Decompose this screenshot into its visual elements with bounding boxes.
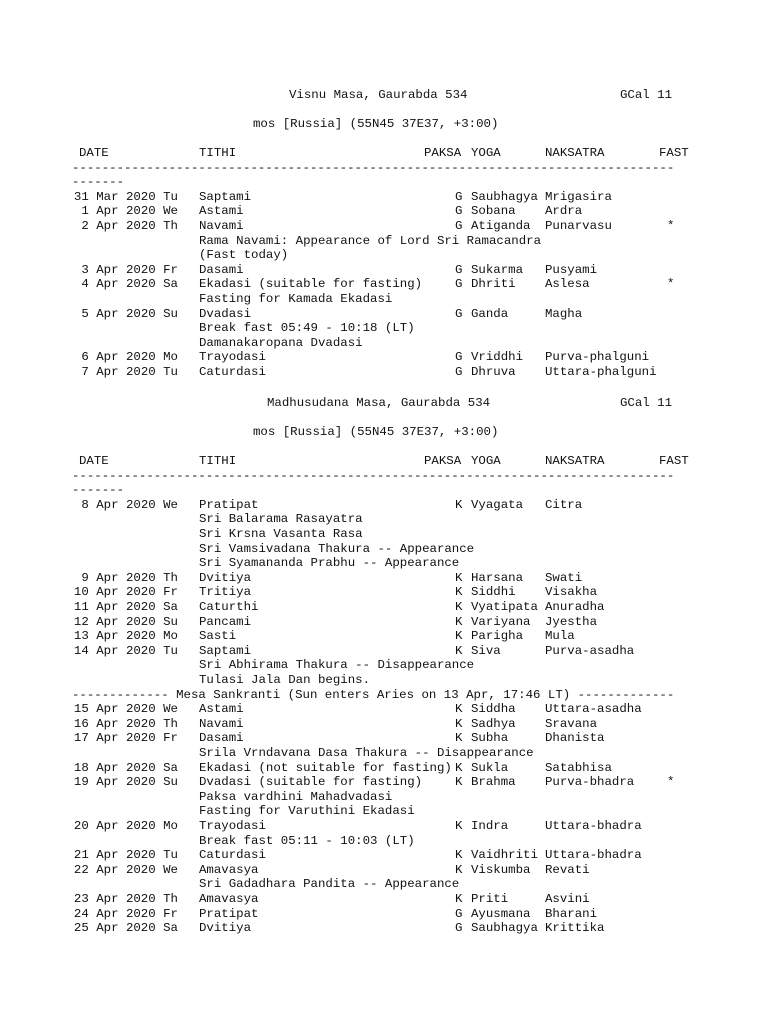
row-naksatra: Ardra	[545, 204, 583, 219]
row-paksa: G	[455, 306, 463, 321]
row-naksatra: Purva-phalguni	[545, 350, 650, 365]
row-paksa: K	[455, 862, 463, 877]
row-naksatra: Pusyami	[545, 262, 598, 277]
festival-note	[0, 556, 768, 571]
note-text: Rama Navami: Appearance of Lord Sri Ramacandra	[199, 233, 542, 248]
row-naksatra: Asvini	[545, 891, 590, 906]
row-naksatra: Krittika	[545, 921, 605, 936]
divider-line	[0, 161, 768, 176]
row-paksa: K	[455, 629, 463, 644]
header-fast: FAST	[659, 145, 689, 160]
header-yoga: YOGA	[471, 453, 501, 468]
row-tithi: Saptami	[199, 189, 252, 204]
header-fast: FAST	[659, 453, 689, 468]
row-tithi: Caturthi	[199, 599, 259, 614]
row-tithi: Ekadasi (not suitable for fasting)	[199, 760, 452, 775]
row-naksatra: Visakha	[545, 585, 598, 600]
row-paksa: G	[455, 262, 463, 277]
header-naksatra: NAKSATRA	[545, 145, 605, 160]
row-date: 14 Apr 2020 Tu	[73, 643, 178, 658]
table-row	[0, 863, 768, 878]
row-date: 16 Apr 2020 Th	[73, 716, 178, 731]
row-yoga: Variyana	[471, 614, 531, 629]
table-row	[0, 644, 768, 659]
row-paksa: K	[455, 643, 463, 658]
table-row	[0, 600, 768, 615]
note-text: Sri Abhirama Thakura -- Disappearance	[199, 658, 475, 673]
row-naksatra: Uttara-phalguni	[545, 364, 657, 379]
note-text: Sri Gadadhara Pandita -- Appearance	[199, 877, 460, 892]
festival-note	[0, 790, 768, 805]
row-date: 11 Apr 2020 Sa	[73, 599, 178, 614]
festival-note	[0, 292, 768, 307]
row-paksa: K	[455, 731, 463, 746]
table-row	[0, 892, 768, 907]
table-row	[0, 629, 768, 644]
row-date: 1 Apr 2020 We	[81, 204, 178, 219]
row-tithi: Amavasya	[199, 891, 259, 906]
table-row	[0, 350, 768, 365]
festival-note	[0, 804, 768, 819]
row-yoga: Vyagata	[471, 497, 524, 512]
location: mos [Russia] (55N45 37E37, +3:00)	[253, 424, 499, 439]
row-paksa: K	[455, 702, 463, 717]
festival-note	[0, 658, 768, 673]
table-row	[0, 277, 768, 292]
note-text: Fasting for Varuthini Ekadasi	[199, 804, 415, 819]
divider-line	[0, 469, 768, 484]
note-text: Sri Syamananda Prabhu -- Appearance	[199, 556, 460, 571]
row-paksa: G	[455, 350, 463, 365]
table-row	[0, 775, 768, 790]
row-paksa: K	[455, 818, 463, 833]
row-paksa: K	[455, 716, 463, 731]
row-tithi: Dasami	[199, 262, 244, 277]
note-text: Break fast 05:11 - 10:03 (LT)	[199, 833, 415, 848]
row-tithi: Dvadasi	[199, 306, 252, 321]
festival-note	[0, 673, 768, 688]
divider-line	[0, 175, 768, 190]
row-tithi: Trayodasi	[199, 818, 266, 833]
table-row	[0, 819, 768, 834]
note-text: Break fast 05:49 - 10:18 (LT)	[199, 321, 415, 336]
fast-marker: *	[667, 277, 675, 292]
row-paksa: G	[455, 277, 463, 292]
divider-line	[0, 483, 768, 498]
row-paksa: K	[455, 570, 463, 585]
row-paksa: G	[455, 906, 463, 921]
row-paksa: K	[455, 497, 463, 512]
note-text: Sri Krsna Vasanta Rasa	[199, 526, 363, 541]
row-date: 9 Apr 2020 Th	[81, 570, 178, 585]
row-paksa: K	[455, 848, 463, 863]
row-yoga: Saubhagya	[471, 921, 538, 936]
row-date: 3 Apr 2020 Fr	[81, 262, 178, 277]
row-naksatra: Magha	[545, 306, 583, 321]
table-row	[0, 717, 768, 732]
row-yoga: Siddhi	[471, 585, 516, 600]
divider: ---------------------------------------------------------------------------------	[72, 160, 675, 175]
row-naksatra: Purva-asadha	[545, 643, 635, 658]
row-date: 4 Apr 2020 Sa	[81, 277, 178, 292]
row-date: 31 Mar 2020 Tu	[73, 189, 178, 204]
banner-text: ------------- Mesa Sankranti (Sun enters Aries on 13 Apr, 17:46 LT) -------------	[72, 687, 675, 702]
festival-note	[0, 512, 768, 527]
row-naksatra: Aslesa	[545, 277, 590, 292]
note-text: Sri Vamsivadana Thakura -- Appearance	[199, 541, 475, 556]
festival-note	[0, 336, 768, 351]
row-yoga: Dhriti	[471, 277, 516, 292]
header-paksa: PAKSA	[424, 453, 462, 468]
table-row	[0, 263, 768, 278]
row-yoga: Priti	[471, 891, 509, 906]
table-row	[0, 307, 768, 322]
table-row	[0, 761, 768, 776]
row-date: 15 Apr 2020 We	[73, 702, 178, 717]
row-date: 13 Apr 2020 Mo	[73, 629, 178, 644]
festival-note	[0, 834, 768, 849]
row-tithi: Pratipat	[199, 497, 259, 512]
row-tithi: Pancami	[199, 614, 252, 629]
row-tithi: Astami	[199, 702, 244, 717]
row-yoga: Subha	[471, 731, 509, 746]
row-date: 25 Apr 2020 Sa	[73, 921, 178, 936]
row-yoga: Dhruva	[471, 364, 516, 379]
table-row	[0, 731, 768, 746]
divider: -------	[72, 483, 125, 498]
row-yoga: Sadhya	[471, 716, 516, 731]
header-naksatra: NAKSATRA	[545, 453, 605, 468]
note-text: Paksa vardhini Mahadvadasi	[199, 789, 393, 804]
row-naksatra: Uttara-asadha	[545, 702, 642, 717]
row-paksa: G	[455, 364, 463, 379]
festival-note	[0, 321, 768, 336]
row-naksatra: Dhanista	[545, 731, 605, 746]
row-paksa: K	[455, 585, 463, 600]
row-date: 20 Apr 2020 Mo	[73, 818, 178, 833]
row-paksa: G	[455, 204, 463, 219]
row-paksa: G	[455, 921, 463, 936]
row-date: 2 Apr 2020 Th	[81, 218, 178, 233]
row-paksa: K	[455, 599, 463, 614]
header-yoga: YOGA	[471, 145, 501, 160]
festival-note	[0, 234, 768, 249]
row-tithi: Pratipat	[199, 906, 259, 921]
table-row	[0, 848, 768, 863]
gcal-version: GCal 11	[620, 395, 673, 410]
table-row	[0, 615, 768, 630]
row-yoga: Siva	[471, 643, 501, 658]
row-naksatra: Mula	[545, 629, 575, 644]
row-tithi: Ekadasi (suitable for fasting)	[199, 277, 423, 292]
row-date: 19 Apr 2020 Su	[73, 775, 178, 790]
sankranti-banner	[0, 688, 768, 703]
row-paksa: G	[455, 189, 463, 204]
row-tithi: Amavasya	[199, 862, 259, 877]
row-date: 5 Apr 2020 Su	[81, 306, 178, 321]
column-header-row	[0, 454, 768, 469]
row-date: 10 Apr 2020 Fr	[73, 585, 178, 600]
row-tithi: Caturdasi	[199, 364, 266, 379]
divider: ---------------------------------------------------------------------------------	[72, 468, 675, 483]
festival-note	[0, 248, 768, 263]
divider: -------	[72, 175, 125, 190]
row-tithi: Dvadasi (suitable for fasting)	[199, 775, 423, 790]
row-date: 17 Apr 2020 Fr	[73, 731, 178, 746]
location: mos [Russia] (55N45 37E37, +3:00)	[253, 116, 499, 131]
row-tithi: Navami	[199, 218, 244, 233]
masa-title: Visnu Masa, Gaurabda 534	[289, 87, 468, 102]
row-naksatra: Revati	[545, 862, 590, 877]
row-tithi: Astami	[199, 204, 244, 219]
festival-note	[0, 527, 768, 542]
row-yoga: Saubhagya	[471, 189, 538, 204]
row-naksatra: Bharani	[545, 906, 598, 921]
row-naksatra: Satabhisa	[545, 760, 612, 775]
table-row	[0, 907, 768, 922]
row-date: 12 Apr 2020 Su	[73, 614, 178, 629]
table-row	[0, 365, 768, 380]
table-row	[0, 585, 768, 600]
row-yoga: Parigha	[471, 629, 524, 644]
row-date: 23 Apr 2020 Th	[73, 891, 178, 906]
location-line	[0, 425, 768, 440]
row-yoga: Vyatipata	[471, 599, 538, 614]
fast-marker: *	[667, 775, 675, 790]
row-yoga: Indra	[471, 818, 509, 833]
row-yoga: Vriddhi	[471, 350, 524, 365]
row-naksatra: Mrigasira	[545, 189, 612, 204]
header-date: DATE	[79, 145, 109, 160]
masa-title: Madhusudana Masa, Gaurabda 534	[267, 395, 491, 410]
header-tithi: TITHI	[199, 453, 237, 468]
header-tithi: TITHI	[199, 145, 237, 160]
header-date: DATE	[79, 453, 109, 468]
row-naksatra: Punarvasu	[545, 218, 612, 233]
row-date: 21 Apr 2020 Tu	[73, 848, 178, 863]
row-yoga: Ganda	[471, 306, 509, 321]
row-naksatra: Sravana	[545, 716, 598, 731]
masa-title-line	[0, 396, 768, 411]
row-tithi: Dasami	[199, 731, 244, 746]
row-paksa: K	[455, 891, 463, 906]
row-tithi: Dvitiya	[199, 570, 252, 585]
row-date: 6 Apr 2020 Mo	[81, 350, 178, 365]
row-tithi: Dvitiya	[199, 921, 252, 936]
row-yoga: Sukla	[471, 760, 509, 775]
table-row	[0, 219, 768, 234]
row-tithi: Trayodasi	[199, 350, 266, 365]
row-yoga: Atiganda	[471, 218, 531, 233]
table-row	[0, 702, 768, 717]
festival-note	[0, 542, 768, 557]
row-paksa: K	[455, 760, 463, 775]
note-text: Damanakaropana Dvadasi	[199, 335, 363, 350]
row-yoga: Viskumba	[471, 862, 531, 877]
row-naksatra: Uttara-bhadra	[545, 848, 642, 863]
note-text: Srila Vrndavana Dasa Thakura -- Disappearance	[199, 745, 534, 760]
column-header-row	[0, 146, 768, 161]
row-naksatra: Swati	[545, 570, 583, 585]
row-tithi: Sasti	[199, 629, 237, 644]
header-paksa: PAKSA	[424, 145, 462, 160]
row-date: 22 Apr 2020 We	[73, 862, 178, 877]
row-yoga: Brahma	[471, 775, 516, 790]
row-tithi: Tritiya	[199, 585, 252, 600]
masa-title-line	[0, 88, 768, 103]
row-tithi: Navami	[199, 716, 244, 731]
table-row	[0, 921, 768, 936]
row-yoga: Harsana	[471, 570, 524, 585]
fast-marker: *	[667, 218, 675, 233]
row-date: 18 Apr 2020 Sa	[73, 760, 178, 775]
row-paksa: G	[455, 218, 463, 233]
note-text: Sri Balarama Rasayatra	[199, 512, 363, 527]
note-text: Fasting for Kamada Ekadasi	[199, 291, 393, 306]
row-tithi: Caturdasi	[199, 848, 266, 863]
row-paksa: K	[455, 614, 463, 629]
row-naksatra: Anuradha	[545, 599, 605, 614]
table-row	[0, 190, 768, 205]
row-naksatra: Citra	[545, 497, 583, 512]
row-yoga: Sukarma	[471, 262, 524, 277]
row-yoga: Vaidhriti	[471, 848, 538, 863]
row-yoga: Ayusmana	[471, 906, 531, 921]
row-yoga: Siddha	[471, 702, 516, 717]
row-date: 24 Apr 2020 Fr	[73, 906, 178, 921]
row-date: 8 Apr 2020 We	[81, 497, 178, 512]
gcal-version: GCal 11	[620, 87, 673, 102]
row-naksatra: Jyestha	[545, 614, 598, 629]
festival-note	[0, 877, 768, 892]
location-line	[0, 117, 768, 132]
row-paksa: K	[455, 775, 463, 790]
row-tithi: Saptami	[199, 643, 252, 658]
row-yoga: Sobana	[471, 204, 516, 219]
table-row	[0, 571, 768, 586]
row-naksatra: Uttara-bhadra	[545, 818, 642, 833]
table-row	[0, 498, 768, 513]
table-row	[0, 204, 768, 219]
note-text: Tulasi Jala Dan begins.	[199, 672, 371, 687]
row-date: 7 Apr 2020 Tu	[81, 364, 178, 379]
note-text: (Fast today)	[199, 248, 289, 263]
row-naksatra: Purva-bhadra	[545, 775, 635, 790]
festival-note	[0, 746, 768, 761]
